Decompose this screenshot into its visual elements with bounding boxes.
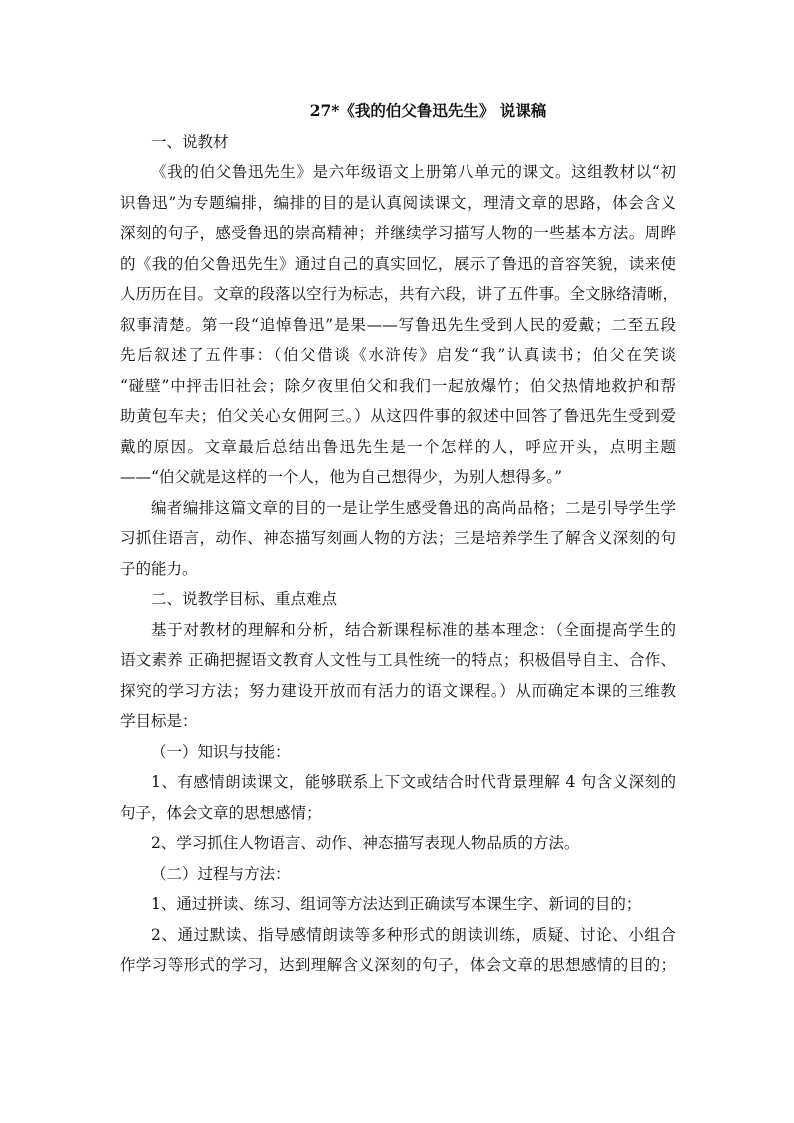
- document-title: 27*《我的伯父鲁迅先生》 说课稿: [309, 101, 547, 120]
- text-line: 二、说教学目标、重点难点: [151, 590, 338, 608]
- text-line: 识鲁迅”为专题编排，编排的目的是认真阅读课文，理清文章的思路，体会含义: [120, 193, 676, 212]
- text-line: 子的能力。: [120, 559, 198, 578]
- text-line: 句子，体会文章的思想感情；: [120, 803, 322, 822]
- text-line: 的《我的伯父鲁迅先生》通过自己的真实回忆，展示了鲁迅的音容笑貌，读来使: [120, 254, 676, 273]
- text-line: 《我的伯父鲁迅先生》是六年级语文上册第八单元的课文。这组教材以“初: [151, 163, 676, 181]
- text-line: 语文素养 正确把握语文教育人文性与工具性统一的特点；积极倡导自主、合作、: [120, 651, 676, 669]
- text-line: 助黄包车夫；伯父关心女佣阿三。）从这四件事的叙述中回答了鲁迅先生受到爱: [120, 407, 676, 425]
- text-line: 1、通过拼读、练习、组词等方法达到正确读写本课生字、新词的目的；: [151, 895, 642, 913]
- text-line: 1、有感情朗读课文，能够联系上下文或结合时代背景理解 4 句含义深刻的: [151, 773, 676, 791]
- text-line: 2、通过默读、指导感情朗读等多种形式的朗读训练，质疑、讨论、小组合: [151, 925, 676, 944]
- text-line: ——“伯父就是这样的一个人，他为自己想得少，为别人想得多。”: [120, 468, 563, 486]
- text-line: 先后叙述了五件事：（伯父借谈《水浒传》启发“我”认真读书；伯父在笑谈: [120, 346, 676, 364]
- text-line: 编者编排这篇文章的目的一是让学生感受鲁迅的高尚品格；二是引导学生学: [151, 498, 676, 517]
- text-line: 2、学习抓住人物语言、动作、神态描写表现人物品质的方法。: [151, 834, 580, 852]
- text-line: 作学习等形式的学习，达到理解含义深刻的句子，体会文章的思想感情的目的；: [120, 956, 676, 974]
- text-line: 学目标是：: [120, 712, 198, 730]
- document-text-lines: [120, 127, 679, 981]
- text-line: 人历历在目。文章的段落以空行为标志，共有六段，讲了五件事。全文脉络清晰，: [120, 285, 679, 303]
- text-line: 戴的原因。文章最后总结出鲁迅先生是一个怎样的人，呼应开头，点明主题: [120, 437, 676, 456]
- text-line: 基于对教材的理解和分析，结合新课程标准的基本理念：（全面提高学生的: [151, 620, 676, 639]
- text-line: “碰壁”中抨击旧社会；除夕夜里伯父和我们一起放爆竹；伯父热情地救护和帮: [120, 376, 676, 395]
- text-line: 深刻的句子，感受鲁迅的崇高精神；并继续学习描写人物的一些基本方法。周晔: [120, 224, 676, 242]
- text-line: （一）知识与技能：: [151, 742, 291, 761]
- text-line: 探究的学习方法；努力建设开放而有活力的语文课程。）从而确定本课的三维教: [120, 681, 676, 700]
- text-line: 一、说教材: [151, 132, 229, 151]
- text-line: （二）过程与方法：: [151, 864, 291, 883]
- document-body: [120, 96, 679, 981]
- text-line: 习抓住语言，动作、神态描写刻画人物的方法；三是培养学生了解含义深刻的句: [120, 529, 676, 547]
- text-line: 叙事清楚。第一段“追悼鲁迅”是果——写鲁迅先生受到人民的爱戴；二至五段: [120, 315, 676, 334]
